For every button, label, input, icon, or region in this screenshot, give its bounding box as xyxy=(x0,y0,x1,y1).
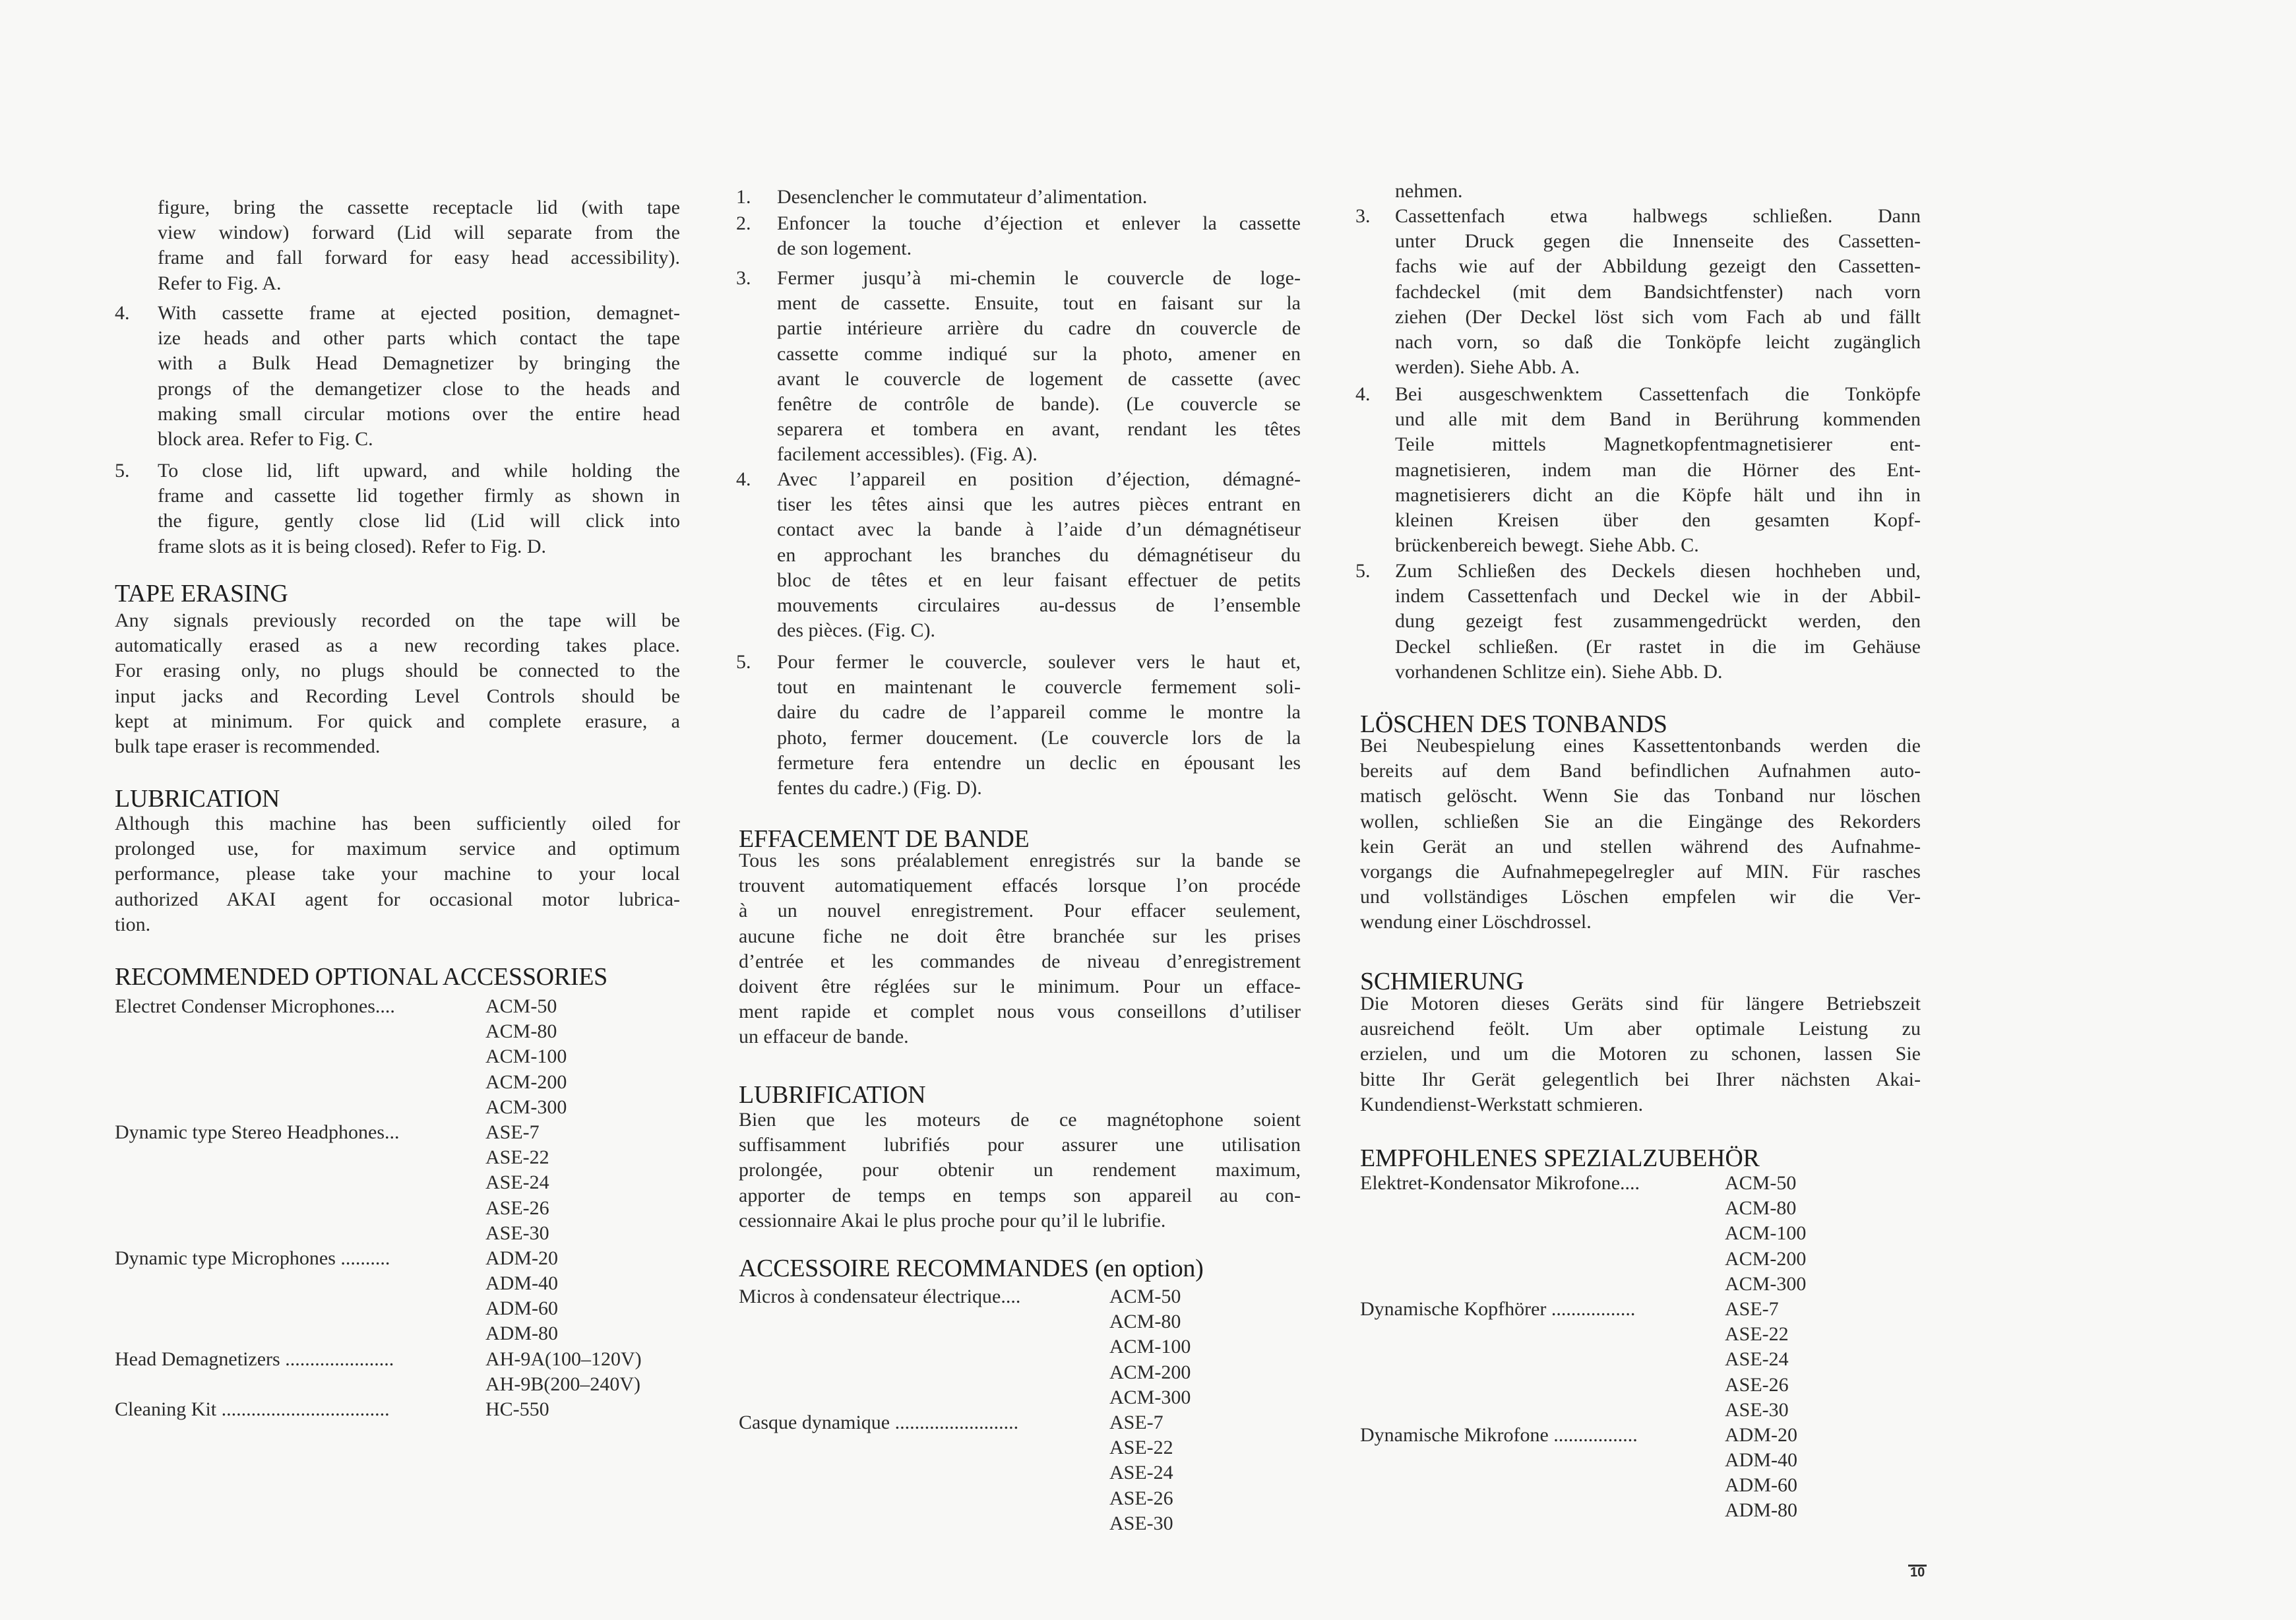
text-line: cessionnaire Akai le plus proche pour qu’il le lubrifie. xyxy=(739,1209,1166,1231)
model-number: ACM-200 xyxy=(485,1071,567,1093)
text-line: partie intérieure arrière du cadre dn couvercle de xyxy=(777,317,1301,340)
text-line: fachdeckel (mit dem Bandsichtfenster) nach vorn xyxy=(1395,280,1921,303)
paragraph xyxy=(115,811,680,937)
text-line: vorhandenen Schlitze ein). Siehe Abb. D. xyxy=(1395,660,1723,683)
numbered-step xyxy=(736,266,1301,468)
paragraph xyxy=(1360,733,1921,935)
step-number: 5. xyxy=(1355,560,1371,582)
numbered-step xyxy=(736,650,1301,801)
accessory-row xyxy=(115,1246,680,1271)
step-number: 5. xyxy=(115,460,130,482)
numbered-step xyxy=(1355,204,1921,380)
step-number: 1. xyxy=(736,186,751,208)
accessory-row xyxy=(739,1435,1301,1460)
accessory-row xyxy=(115,1120,680,1145)
model-number: ACM-100 xyxy=(1725,1222,1807,1245)
text-line: input jacks and Recording Level Controls should be xyxy=(115,685,680,707)
accessory-list xyxy=(739,1284,1301,1536)
accessory-row xyxy=(115,1044,680,1069)
model-number: ACM-80 xyxy=(1725,1197,1797,1220)
accessory-row xyxy=(115,1372,680,1397)
text-line: mouvements circulaires au-dessus de l’ensemble xyxy=(777,594,1301,616)
accessory-row xyxy=(1360,1473,1921,1498)
accessory-row xyxy=(1360,1448,1921,1473)
model-number: ADM-80 xyxy=(485,1323,558,1345)
model-number: ASE-24 xyxy=(485,1171,549,1194)
text-line: Fermer jusqu’à mi-chemin le couvercle de loge- xyxy=(777,267,1301,289)
text-line: kept at minimum. For quick and complete erasure, a xyxy=(115,710,680,732)
text-line: photo, fermer doucement. (Le couvercle lors de la xyxy=(777,726,1301,749)
accessory-category: Casque dynamique ......................... xyxy=(739,1411,1019,1433)
text-line: contact avec la bande à l’aide d’un démagnétiseur xyxy=(777,518,1301,541)
accessory-row xyxy=(115,1321,680,1346)
model-number: ACM-200 xyxy=(1725,1247,1807,1270)
model-number: ASE-30 xyxy=(1725,1398,1789,1421)
model-number: ADM-40 xyxy=(1725,1449,1797,1472)
text-line: magnetisieren, indem man die Hörner des Ent- xyxy=(1395,458,1921,481)
text-line: To close lid, lift upward, and while holding the xyxy=(158,460,680,482)
accessory-row xyxy=(115,1170,680,1195)
text-line: vorgangs die Aufnahmepegelregler auf MIN. Für rasches xyxy=(1360,860,1921,883)
text-line: Although this machine has been sufficiently oiled for xyxy=(115,813,680,834)
step-number: 4. xyxy=(736,468,751,490)
model-number: ACM-300 xyxy=(1725,1272,1807,1295)
model-number: ACM-50 xyxy=(1725,1172,1797,1194)
text-line: erzielen, und um die Motoren zu schonen, lassen Sie xyxy=(1360,1043,1921,1065)
text-line: suffisamment lubrifiés pour assurer une utilisation xyxy=(739,1134,1301,1156)
text-line: dung gezeigt fest zusammengedrückt werden, den xyxy=(1395,610,1921,633)
step-number: 2. xyxy=(736,212,751,234)
text-line: ziehen (Der Deckel löst sich vom Fach ab und fällt xyxy=(1395,305,1921,328)
text-line: brückenbereich bewegt. Siehe Abb. C. xyxy=(1395,534,1699,557)
model-number: ACM-300 xyxy=(485,1096,567,1118)
text-line: avant le couvercle de logement de cassette (avec xyxy=(777,367,1301,390)
text-line: Deckel schließen. (Er rastet in die im Gehäuse xyxy=(1395,635,1921,658)
model-number: ADM-60 xyxy=(1725,1474,1797,1497)
accessory-row xyxy=(1360,1322,1921,1347)
accessory-row xyxy=(115,1145,680,1170)
text-line: Pour fermer le couvercle, soulever vers le haut et, xyxy=(777,651,1301,673)
step-number: 3. xyxy=(1355,205,1371,227)
text-line: daire du cadre de l’appareil comme le montre la xyxy=(777,701,1301,724)
accessory-row xyxy=(115,1296,680,1321)
model-number: ASE-30 xyxy=(485,1222,549,1244)
model-number: ASE-22 xyxy=(1725,1323,1789,1346)
text-line: prongs of the demangetizer close to the heads and xyxy=(158,377,680,400)
text-line: nehmen. xyxy=(1395,180,1463,202)
text-line: the figure, gently close lid (Lid will click into xyxy=(158,510,680,532)
text-line: fachs wie auf der Abbildung gezeigt den Cassetten- xyxy=(1395,255,1921,278)
section-heading: LUBRIFICATION xyxy=(739,1081,926,1109)
text-line: making small circular motions over the entire head xyxy=(158,402,680,425)
text-line: werden). Siehe Abb. A. xyxy=(1395,356,1580,379)
accessory-row xyxy=(739,1460,1301,1485)
numbered-step xyxy=(736,185,1301,210)
model-number: ACM-80 xyxy=(1109,1311,1181,1333)
model-number: ACM-200 xyxy=(1109,1361,1191,1383)
step-number: 5. xyxy=(736,651,751,673)
text-line: ize heads and other parts which contact the tape xyxy=(158,327,680,350)
text-line: und vollständiges Löschen empfelen wir die Ver- xyxy=(1360,886,1921,908)
numbered-step xyxy=(1355,382,1921,558)
model-number: ACM-100 xyxy=(485,1045,567,1068)
text-line: magnetisierers dicht an die Köpfe hält und ihn in xyxy=(1395,483,1921,506)
page-number: 10 xyxy=(1908,1565,1927,1578)
paragraph xyxy=(1360,991,1921,1117)
section-heading: TAPE ERASING xyxy=(115,580,288,608)
accessory-category: Electret Condenser Microphones.... xyxy=(115,995,395,1017)
accessory-row xyxy=(1360,1398,1921,1423)
text-line: separera et tombera en avant, rendant les têtes xyxy=(777,418,1301,441)
accessory-row xyxy=(1360,1171,1921,1196)
text-line: automatically erased as a new recording takes place. xyxy=(115,635,680,657)
text-line: For erasing only, no plugs should be connected to the xyxy=(115,660,680,682)
section-heading: EMPFOHLENES SPEZIALZUBEHÖR xyxy=(1360,1144,1760,1172)
model-number: ACM-50 xyxy=(1109,1286,1181,1307)
numbered-step xyxy=(736,211,1301,261)
text-line: aucune fiche ne doit être branchée sur les prises xyxy=(739,925,1301,947)
text-line: des pièces. (Fig. C). xyxy=(777,619,935,642)
section-heading: LUBRICATION xyxy=(115,785,280,813)
text-line: Cassettenfach etwa halbwegs schließen. Dann xyxy=(1395,205,1921,227)
text-line: Bei ausgeschwenktem Cassettenfach die Tonköpfe xyxy=(1395,383,1921,405)
text-line: Enfoncer la touche d’éjection et enlever la cassette xyxy=(777,212,1301,234)
model-number: ASE-26 xyxy=(1109,1487,1173,1509)
text-line: facilement accessibles). (Fig. A). xyxy=(777,443,1038,466)
model-number: ASE-26 xyxy=(1725,1373,1789,1396)
accessory-category: Dynamic type Stereo Headphones... xyxy=(115,1121,400,1143)
accessory-row xyxy=(739,1385,1301,1410)
text-line: fermeture fera entendre un declic en épousant les xyxy=(777,751,1301,774)
accessory-row xyxy=(739,1486,1301,1511)
text-line: Avec l’appareil en position d’éjection, démagné- xyxy=(777,468,1301,490)
accessory-row xyxy=(115,1019,680,1044)
accessory-category: Head Demagnetizers ...................... xyxy=(115,1348,394,1370)
text-line: ment rapide et complet nous vous conseillons d’utiliser xyxy=(739,1001,1301,1023)
model-number: ASE-7 xyxy=(1109,1411,1164,1433)
model-number: ADM-20 xyxy=(485,1247,558,1269)
text-line: à un nouvel enregistrement. Pour effacer seulement, xyxy=(739,900,1301,922)
section-heading: RECOMMENDED OPTIONAL ACCESSORIES xyxy=(115,963,607,991)
accessory-row xyxy=(739,1511,1301,1536)
accessory-row xyxy=(1360,1347,1921,1372)
accessory-row xyxy=(739,1410,1301,1435)
model-number: ASE-30 xyxy=(1109,1512,1173,1534)
text-line: en approchant les branches du démagnétiseur du xyxy=(777,544,1301,566)
text-line: matisch gelöscht. Wenn Sie das Tonband nur löschen xyxy=(1360,785,1921,807)
text-line: authorized AKAI agent for occasional motor lubrica- xyxy=(115,888,680,910)
accessory-row xyxy=(1360,1247,1921,1272)
section-heading: SCHMIERUNG xyxy=(1360,968,1524,995)
model-number: ASE-24 xyxy=(1109,1462,1173,1484)
model-number: HC-550 xyxy=(485,1398,549,1420)
text-line: und alle mit dem Band in Berührung kommenden xyxy=(1395,408,1921,431)
text-line: de son logement. xyxy=(777,237,912,260)
model-number: ASE-7 xyxy=(1725,1297,1779,1320)
text-line: frame slots as it is being closed). Refer to Fig. D. xyxy=(158,535,547,557)
numbered-step xyxy=(736,467,1301,643)
accessory-category: Dynamische Kopfhörer ................. xyxy=(1360,1297,1636,1320)
accessory-category: Elektret-Kondensator Mikrofone.... xyxy=(1360,1172,1640,1194)
accessory-list xyxy=(1360,1171,1921,1524)
accessory-row xyxy=(1360,1423,1921,1448)
section-heading: LÖSCHEN DES TONBANDS xyxy=(1360,710,1667,738)
accessory-list xyxy=(115,994,680,1422)
text-line: view window) forward (Lid will separate from the xyxy=(158,222,680,244)
accessory-row xyxy=(1360,1498,1921,1523)
text-line: tion. xyxy=(115,913,151,935)
numbered-step xyxy=(1395,179,1921,204)
model-number: ACM-80 xyxy=(485,1020,557,1043)
text-line: unter Druck gegen die Innenseite des Cassetten- xyxy=(1395,230,1921,253)
numbered-step xyxy=(115,301,680,452)
text-line: Zum Schließen des Deckels diesen hochheben und, xyxy=(1395,560,1921,582)
text-line: With cassette frame at ejected position, demagnet- xyxy=(158,302,680,324)
accessory-row xyxy=(739,1309,1301,1334)
text-line: doivent être réglées sur le minimum. Pour un efface- xyxy=(739,975,1301,997)
section-heading: ACCESSOIRE RECOMMANDES (en option) xyxy=(739,1255,1204,1282)
model-number: ADM-20 xyxy=(1725,1423,1797,1446)
text-line: figure, bring the cassette receptacle lid (with tape xyxy=(158,197,680,218)
text-line: Bien que les moteurs de ce magnétophone soient xyxy=(739,1109,1301,1131)
numbered-step xyxy=(1355,559,1921,685)
text-line: bulk tape eraser is recommended. xyxy=(115,735,381,757)
model-number: ACM-50 xyxy=(485,995,557,1017)
numbered-step xyxy=(158,195,680,296)
text-line: ment de cassette. Ensuite, tout en faisant sur la xyxy=(777,292,1301,315)
paragraph xyxy=(115,608,680,759)
text-line: bloc de têtes et en leur faisant effectuer de petits xyxy=(777,569,1301,591)
accessory-row xyxy=(115,1397,680,1422)
text-line: Die Motoren dieses Geräts sind für längere Betriebszeit xyxy=(1360,993,1921,1014)
accessory-category: Dynamische Mikrofone ................. xyxy=(1360,1423,1638,1446)
accessory-category: Dynamic type Microphones .......... xyxy=(115,1247,390,1269)
text-line: kleinen Kreisen über den gesamten Kopf- xyxy=(1395,509,1921,531)
numbered-step xyxy=(115,458,680,559)
accessory-row xyxy=(115,1221,680,1246)
text-line: ausreichend feölt. Um aber optimale Leistung zu xyxy=(1360,1018,1921,1040)
model-number: ASE-26 xyxy=(485,1197,549,1219)
text-line: frame and fall forward for easy head accessibility). xyxy=(158,247,680,269)
accessory-category: Cleaning Kit .................................. xyxy=(115,1398,390,1420)
text-line: with a Bulk Head Demagnetizer by bringing the xyxy=(158,352,680,375)
text-line: nach vorn, so daß die Tonköpfe leicht zugänglich xyxy=(1395,330,1921,353)
text-line: Teile mittels Magnetkopfentmagnetisierer ent- xyxy=(1395,433,1921,456)
text-line: fentes du cadre.) (Fig. D). xyxy=(777,776,982,799)
text-line: trouvent automatiquement effacés lorsque l’on procéde xyxy=(739,875,1301,897)
model-number: ASE-22 xyxy=(485,1146,549,1169)
paragraph xyxy=(739,848,1301,1050)
text-line: tiser les têtes ainsi que les autres pièces entrant en xyxy=(777,493,1301,516)
accessory-row xyxy=(1360,1272,1921,1297)
model-number: ASE-24 xyxy=(1725,1348,1789,1371)
text-line: un effaceur de bande. xyxy=(739,1026,909,1048)
text-line: Any signals previously recorded on the tape will be xyxy=(115,609,680,631)
model-number: ADM-40 xyxy=(485,1272,558,1295)
accessory-row xyxy=(115,1347,680,1372)
text-line: wollen, schließen Sie an die Eingänge des Rekorders xyxy=(1360,810,1921,832)
accessory-row xyxy=(1360,1373,1921,1398)
accessory-row xyxy=(739,1360,1301,1385)
accessory-row xyxy=(739,1284,1301,1309)
text-line: bereits auf dem Band befindlichen Aufnahmen auto- xyxy=(1360,760,1921,782)
accessory-row xyxy=(115,994,680,1019)
text-line: bitte Ihr Gerät gelegentlich bei Ihrer nächsten Akai- xyxy=(1360,1068,1921,1090)
step-number: 3. xyxy=(736,267,751,289)
accessory-row xyxy=(115,1070,680,1095)
text-line: Desenclencher le commutateur d’alimentation. xyxy=(777,186,1148,208)
model-number: ACM-100 xyxy=(1109,1336,1191,1358)
text-line: prolonged use, for maximum service and optimum xyxy=(115,838,680,860)
text-line: kein Gerät an und stellen während des Aufnahme- xyxy=(1360,835,1921,857)
accessory-row xyxy=(739,1334,1301,1359)
text-line: cassette comme indiqué sur la photo, amener en xyxy=(777,342,1301,365)
text-line: apporter de temps en temps son appareil au con- xyxy=(739,1184,1301,1206)
accessory-row xyxy=(115,1271,680,1296)
text-line: d’entrée et les commandes de niveau d’enregistrement xyxy=(739,950,1301,972)
step-number: 4. xyxy=(1355,383,1371,405)
text-line: wendung einer Löschdrossel. xyxy=(1360,911,1592,933)
model-number: AH-9B(200–240V) xyxy=(485,1373,640,1395)
model-number: ACM-300 xyxy=(1109,1386,1191,1408)
model-number: ASE-7 xyxy=(485,1121,540,1143)
text-line: prolongée, pour obtenir un rendement maximum, xyxy=(739,1159,1301,1181)
model-number: ADM-60 xyxy=(485,1297,558,1320)
model-number: AH-9A(100–120V) xyxy=(485,1348,642,1370)
accessory-row xyxy=(1360,1297,1921,1322)
text-line: tout en maintenant le couvercle fermement soli- xyxy=(777,676,1301,699)
text-line: Kundendienst-Werkstatt schmieren. xyxy=(1360,1093,1644,1115)
accessory-row xyxy=(115,1095,680,1120)
model-number: ADM-80 xyxy=(1725,1499,1797,1522)
text-line: indem Cassettenfach und Deckel wie in der Abbil- xyxy=(1395,585,1921,608)
model-number: ASE-22 xyxy=(1109,1437,1173,1459)
accessory-category: Micros à condensateur électrique.... xyxy=(739,1286,1021,1307)
text-line: Tous les sons préalablement enregistrés sur la bande se xyxy=(739,850,1301,871)
step-number: 4. xyxy=(115,302,130,324)
text-line: Bei Neubespielung eines Kassettentonbands werden die xyxy=(1360,735,1921,757)
text-line: frame and cassette lid together firmly as shown in xyxy=(158,485,680,507)
text-line: Refer to Fig. A. xyxy=(158,272,282,294)
accessory-row xyxy=(1360,1221,1921,1246)
accessory-row xyxy=(1360,1196,1921,1221)
text-line: block area. Refer to Fig. C. xyxy=(158,427,373,450)
section-heading: EFFACEMENT DE BANDE xyxy=(739,825,1030,853)
text-line: fenêtre de contrôle de bande). (Le couvercle se xyxy=(777,392,1301,415)
paragraph xyxy=(739,1107,1301,1233)
accessory-row xyxy=(115,1196,680,1221)
text-line: performance, please take your machine to your local xyxy=(115,863,680,885)
